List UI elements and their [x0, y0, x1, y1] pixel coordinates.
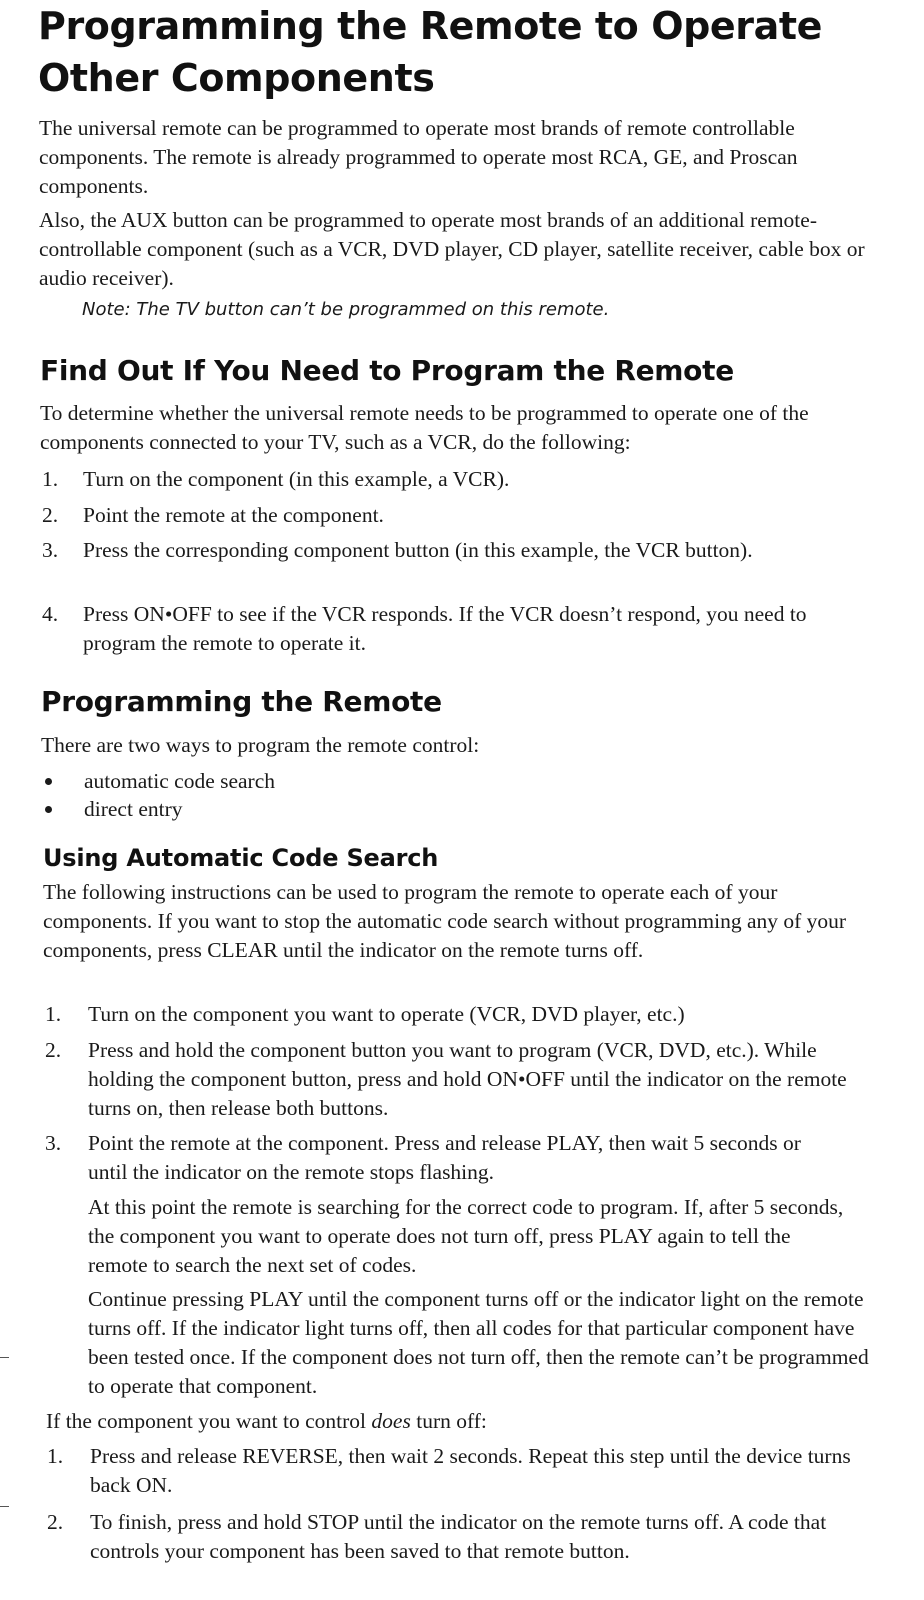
step-number: 1. — [47, 1444, 64, 1468]
bullet-text: direct entry — [84, 797, 183, 821]
auto-search-step-3-detail-2: Continue pressing PLAY until the component turns off or the indicator light on the remote turns off. If the indicator light turns off, then all codes for that particular component have been tested once. If the component does not turn off, then the remote can’t be programmed to operate that component. — [88, 1287, 869, 1398]
step-text: Press the corresponding component button (in this example, the VCR button). — [83, 538, 753, 562]
find-out-step-4 — [42, 600, 872, 660]
step-text: Press ON•OFF to see if the VCR responds. If the VCR doesn’t respond, you need to program the remote to operate it. — [83, 602, 807, 655]
programming-bullet-2 — [42, 795, 872, 825]
auto-search-step-3-detail-1: At this point the remote is searching for the correct code to program. If, after 5 seconds, the component you want to operate does not turn off, press PLAY again to tell the remote to search the next set of codes. — [88, 1195, 844, 1277]
step-text: Press and hold the component button you want to program (VCR, DVD, etc.). While holding the component button, press and hold ON•OFF until the indicator on the remote turns on, then release both buttons. — [88, 1038, 847, 1120]
programming-bullet-1 — [42, 767, 872, 797]
intro-note: Note: The TV button can’t be programmed on this remote. — [82, 299, 610, 320]
intro-paragraph-2: Also, the AUX button can be programmed to operate most brands of an additional remote-controllable component (such as a VCR, DVD player, CD player, satellite receiver, cable box or audio receiver). — [39, 208, 865, 290]
page-title — [38, 0, 822, 104]
step-number: 2. — [47, 1510, 64, 1534]
step-number: 4. — [42, 602, 59, 626]
step-text: Point the remote at the component. — [83, 503, 384, 527]
step-text: Turn on the component (in this example, a VCR). — [83, 467, 510, 491]
find-out-step-2 — [42, 501, 872, 531]
auto-search-step-1 — [45, 1000, 875, 1030]
auto-search-intro: The following instructions can be used to program the remote to operate each of your components. If you want to stop the automatic code search without programming any of your components, press CLEAR until the indicator on the remote turns off. — [43, 880, 847, 962]
step-number: 1. — [42, 467, 59, 491]
step-text: Press and release REVERSE, then wait 2 seconds. Repeat this step until the device turns back ON. — [90, 1444, 851, 1497]
if-does-emphasis: does — [371, 1409, 411, 1433]
find-out-step-3 — [42, 536, 872, 596]
if-component-does-turn-off — [46, 1407, 866, 1436]
subsection-heading-auto-search: Using Automatic Code Search — [43, 844, 439, 872]
section-heading-find-out: Find Out If You Need to Program the Remote — [40, 354, 734, 387]
scan-edge-mark — [0, 1506, 9, 1507]
final-step-2 — [47, 1508, 877, 1568]
page-title-line-1: Programming the Remote to Operate — [38, 4, 823, 48]
step-number: 3. — [45, 1131, 62, 1155]
programming-intro: There are two ways to program the remote control: — [41, 733, 480, 757]
auto-search-step-2 — [45, 1036, 875, 1126]
step-text: Turn on the component you want to operate (VCR, DVD player, etc.) — [88, 1002, 685, 1026]
bullet-icon — [45, 778, 52, 785]
intro-paragraph-1: The universal remote can be programmed to operate most brands of remote controllable components. The remote is already programmed to operate most RCA, GE, and Proscan components. — [39, 116, 798, 198]
section-heading-programming: Programming the Remote — [41, 685, 442, 718]
bullet-text: automatic code search — [84, 769, 276, 793]
step-number: 2. — [45, 1038, 62, 1062]
if-does-prefix: If the component you want to control — [46, 1409, 372, 1433]
step-text: To finish, press and hold STOP until the indicator on the remote turns off. A code that controls your component has been saved to that remote button. — [90, 1510, 827, 1563]
if-does-suffix: turn off: — [410, 1409, 487, 1433]
step-number: 1. — [45, 1002, 62, 1026]
step-number: 2. — [42, 503, 59, 527]
scan-edge-mark — [0, 1357, 9, 1358]
page-title-line-2: Other Components — [38, 56, 435, 100]
bullet-icon — [45, 806, 52, 813]
find-out-step-1 — [42, 465, 872, 495]
step-number: 3. — [42, 538, 59, 562]
final-step-1 — [47, 1442, 877, 1502]
step-text: Point the remote at the component. Press and release PLAY, then wait 5 seconds or until the indicator on the remote stops flashing. — [88, 1131, 801, 1184]
auto-search-step-3 — [45, 1129, 875, 1189]
find-out-intro: To determine whether the universal remote needs to be programmed to operate one of the components connected to your TV, such as a VCR, do the following: — [40, 401, 809, 454]
